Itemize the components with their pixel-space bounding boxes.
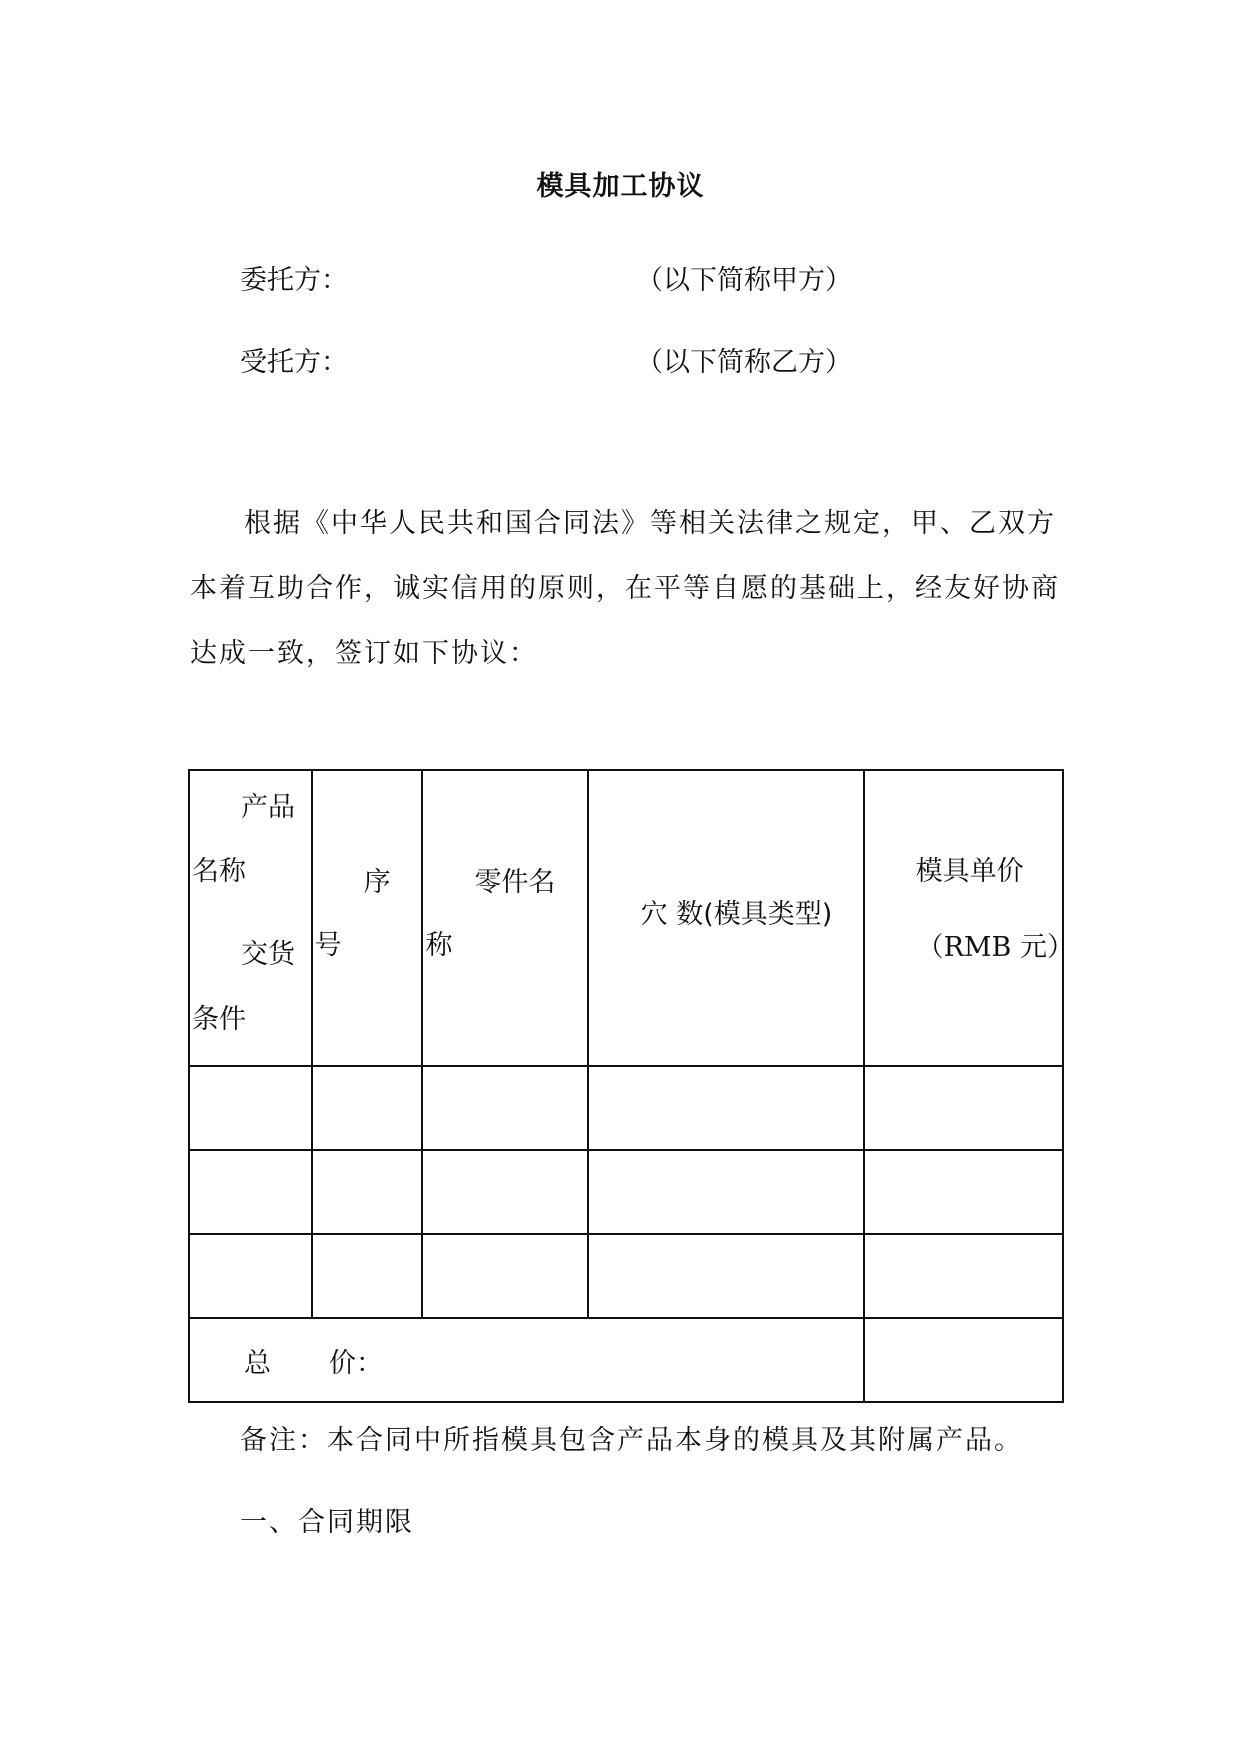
contractor-label: 受托方： — [240, 347, 348, 378]
mold-price-table — [188, 769, 1074, 1403]
table-cell — [864, 1234, 1063, 1318]
header-cavities-text: 穴 数(模具类型) — [640, 899, 833, 930]
intro-line-3: 达成一致，签订如下协议： — [190, 638, 538, 669]
header-product-line2: 名称 — [192, 856, 246, 887]
total-label-cell — [189, 1318, 864, 1402]
table-row — [189, 1150, 1063, 1234]
table-cell — [189, 1066, 312, 1150]
total-label-b: 价： — [329, 1347, 383, 1379]
table-total-row — [189, 1318, 1063, 1402]
table-cell — [422, 1066, 587, 1150]
table-cell — [312, 1150, 423, 1234]
header-cavities — [588, 770, 864, 1066]
header-part-name — [422, 770, 587, 1066]
table-cell — [189, 1150, 312, 1234]
header-delivery-line2: 条件 — [192, 1004, 246, 1035]
intro-line-1: 根据《中华人民共和国合同法》等相关法律之规定，甲、乙双方 — [244, 508, 1056, 539]
client-label: 委托方： — [240, 265, 348, 296]
table-cell — [312, 1066, 423, 1150]
header-delivery-line1: 交货 — [241, 939, 295, 970]
table-row — [189, 1234, 1063, 1318]
table-cell — [189, 1234, 312, 1318]
header-unit-price — [864, 770, 1074, 1066]
remark: 备注：本合同中所指模具包含产品本身的模具及其附属产品。 — [240, 1425, 1023, 1456]
intro-line-2: 本着互助合作，诚实信用的原则，在平等自愿的基础上，经友好协商 — [190, 573, 1060, 604]
document-title: 模具加工协议 — [536, 171, 705, 202]
header-unit-price-line1: 模具单价 — [915, 856, 1024, 887]
header-unit-price-line2: （RMB 元） — [916, 932, 1074, 963]
header-part-name-line1: 零件名 — [474, 867, 556, 898]
header-serial — [312, 770, 423, 1066]
table-cell — [422, 1234, 587, 1318]
header-product-delivery — [189, 770, 312, 1066]
total-label-a: 总 — [244, 1347, 271, 1379]
table-cell — [588, 1234, 864, 1318]
table-cell — [312, 1234, 423, 1318]
table-cell — [588, 1066, 864, 1150]
header-part-name-line2: 称 — [425, 930, 453, 961]
header-product-line1: 产品 — [241, 792, 295, 823]
table-cell — [422, 1150, 587, 1234]
table-row — [189, 1066, 1063, 1150]
client-note: （以下简称甲方） — [636, 265, 852, 296]
table-cell — [588, 1150, 864, 1234]
table-cell — [864, 1150, 1063, 1234]
table-cell — [864, 1066, 1063, 1150]
section-1-heading: 一、合同期限 — [240, 1507, 414, 1538]
contractor-note: （以下简称乙方） — [636, 347, 852, 378]
total-value-cell — [864, 1318, 1063, 1402]
table-header-row — [189, 770, 1063, 1066]
intro-paragraph — [190, 491, 1070, 686]
header-serial-line1: 序 — [363, 867, 391, 898]
header-serial-line2: 号 — [314, 930, 342, 961]
